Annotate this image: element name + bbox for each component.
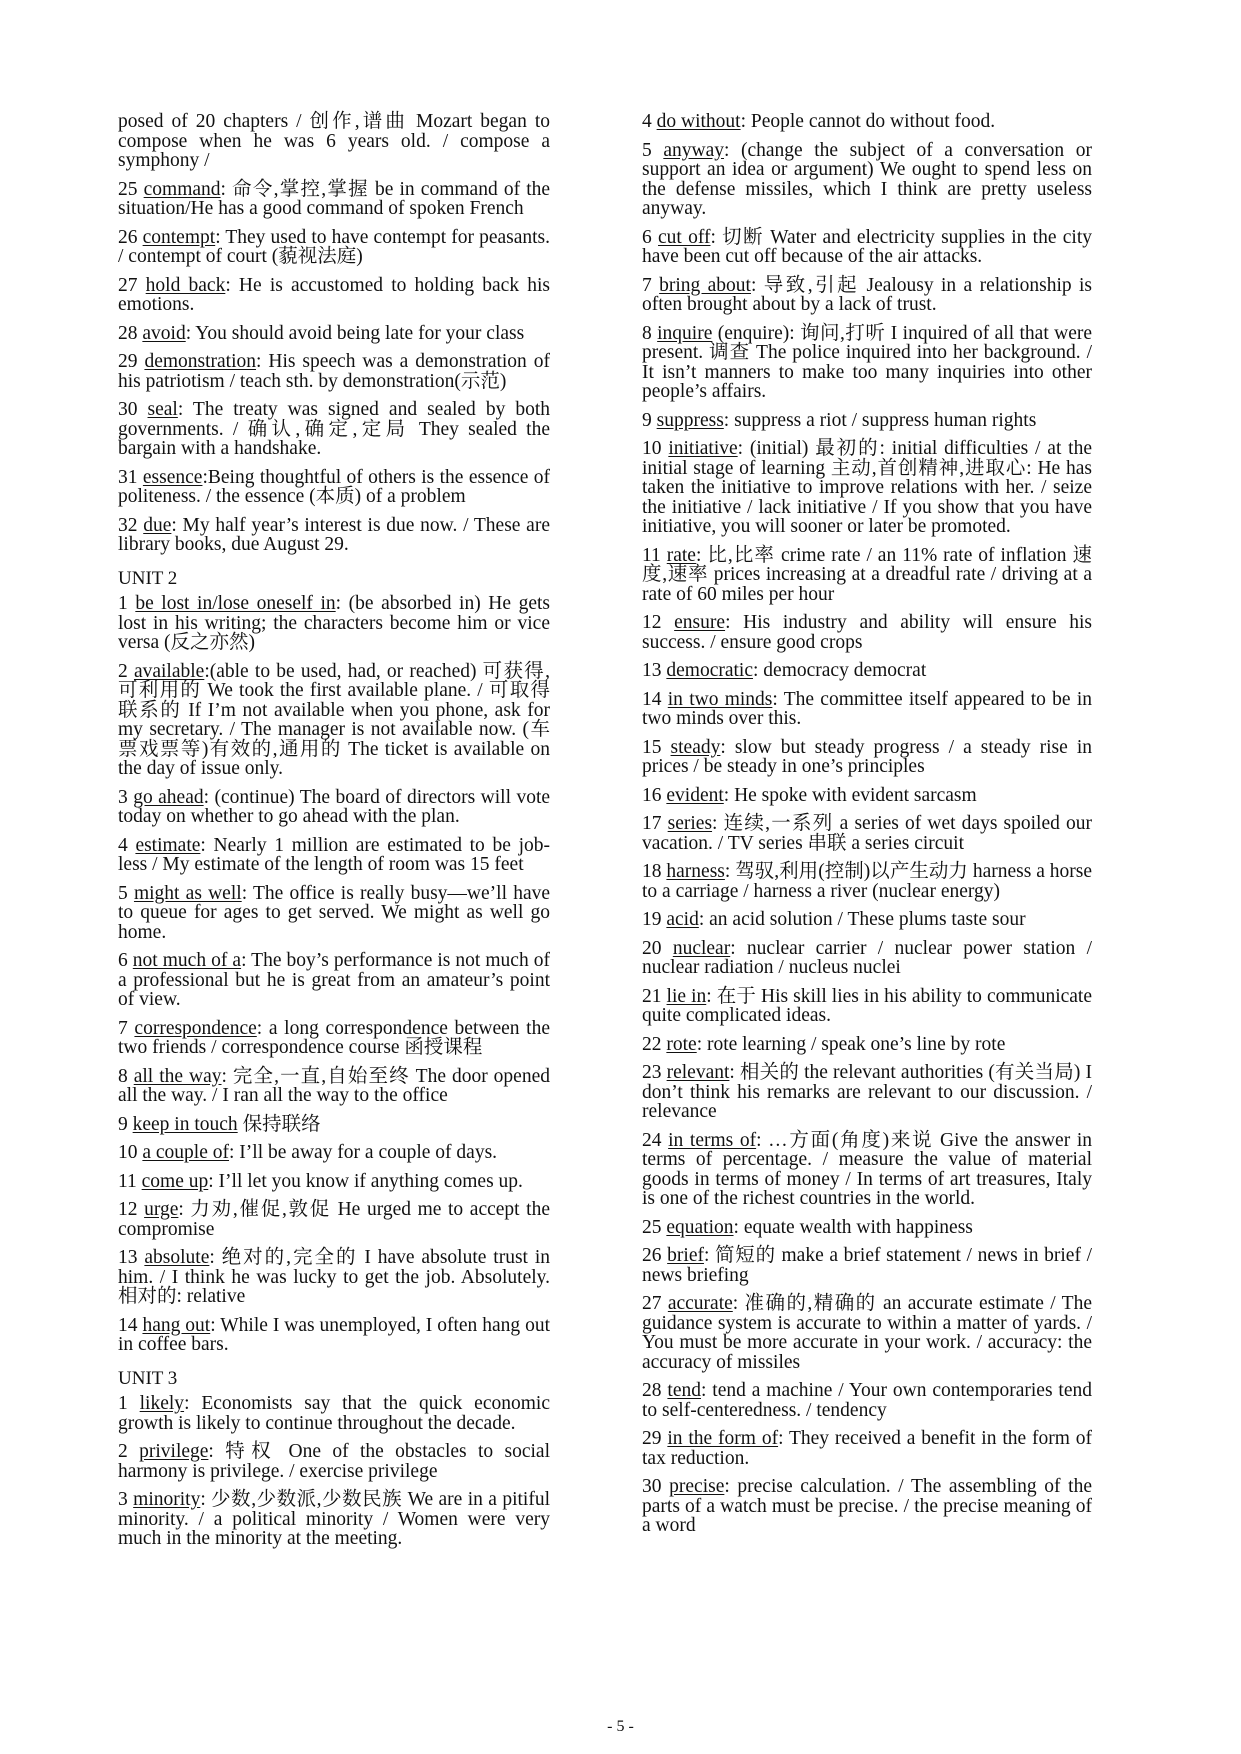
entry-definition: : The boy’s performance is not much of a professional but he is great from an amateur’s point of view. (118, 950, 550, 1010)
entry-number: 17 (642, 813, 662, 834)
vocab-entry (642, 1477, 1092, 1536)
entry-number: 3 (118, 1489, 128, 1510)
entry-term: inquire (657, 322, 713, 344)
vocab-entry (118, 1490, 550, 1549)
entry-term: lie in (666, 985, 707, 1007)
entry-number: 1 (118, 1393, 128, 1414)
entry-number: 13 (118, 1247, 138, 1268)
vocab-entry (118, 884, 550, 943)
entry-term: brief (667, 1245, 704, 1266)
right-column (642, 112, 1092, 1545)
entry-term: in the form of (667, 1428, 779, 1449)
vocab-entry (642, 613, 1092, 652)
entry-term: relevant (666, 1062, 730, 1083)
entry-term: go ahead (133, 786, 204, 808)
entry-number: 29 (642, 1428, 662, 1449)
entry-definition: : (initial) 最初的: initial difficulties / at the initial stage of learning 主动,首创精神,进取心: He has taken the initiative to improve relations with her. / seize the initiative / lack initiative / If you show that you have initiative, you will sooner or later be promoted. (642, 438, 1093, 537)
entry-definition: 保持联络 (237, 1113, 321, 1135)
entry-definition: : He spoke with evident sarcasm (723, 784, 977, 806)
entry-definition: : 绝对的,完全的 I have absolute trust in him. / I think he was lucky to get the job. Absolutely. 相对的: relative (118, 1247, 550, 1307)
entry-definition: : People cannot do without food. (740, 111, 996, 132)
entry-number: 28 (642, 1380, 662, 1401)
entry-number: 24 (642, 1129, 662, 1151)
vocab-entry (118, 788, 550, 827)
vocab-entry (118, 1143, 550, 1163)
entry-term: ensure (674, 612, 726, 633)
vocab-entry (118, 1394, 550, 1433)
vocab-entry (642, 324, 1092, 402)
entry-term: democratic (666, 660, 753, 681)
vocab-entry (642, 862, 1092, 901)
entry-number: 28 (118, 322, 138, 344)
vocab-entry (118, 276, 550, 315)
vocab-entry (118, 1200, 550, 1239)
vocab-entry (118, 352, 550, 391)
entry-number: 27 (642, 1293, 662, 1314)
entry-term: suppress (656, 409, 724, 431)
entry-definition: (enquire): 询问,打听 I inquired of all that were present. 调查 The police inquired into her background. / It isn’t manners to make too many inquiries into other people’s affairs. (642, 322, 1093, 402)
entry-term: keep in touch (132, 1113, 238, 1135)
entry-definition: : Nearly 1 million are estimated to be job-less / My estimate of the length of room was 15 feet (118, 834, 550, 875)
entry-definition: : 准确的,精确的 an accurate estimate / The guidance system is accurate to within a matter of yards. / You must be more accurate in your work. / accuracy: the accuracy of missiles (642, 1293, 1092, 1373)
entry-definition: : His speech was a demonstration of his patriotism / teach sth. by demonstration(示范) (118, 351, 550, 392)
entry-number: 3 (118, 786, 128, 808)
entry-term: equation (666, 1216, 734, 1238)
vocab-entry (118, 1172, 550, 1192)
entry-number: 27 (118, 274, 138, 296)
vocab-entry (642, 690, 1092, 729)
entry-number: 29 (118, 351, 138, 372)
entry-term: not much of a (132, 950, 242, 971)
entry-definition: : 完全,一直,自始至终 The door opened all the way. / I ran all the way to the office (118, 1065, 550, 1106)
entry-definition: : I’ll let you know if anything comes up. (208, 1170, 523, 1192)
vocab-entry (118, 1115, 550, 1135)
entry-number: 26 (642, 1245, 662, 1266)
unit-heading: UNIT 2 (118, 567, 178, 589)
entry-number: 4 (642, 111, 652, 132)
entry-number: 13 (642, 660, 662, 681)
entry-definition: : slow but steady progress / a steady rise in prices / be steady in one’s principles (642, 736, 1092, 777)
vocab-entry (642, 1429, 1092, 1468)
entry-number: 18 (642, 861, 662, 882)
vocab-entry (642, 661, 1092, 681)
entry-term: be lost in/lose oneself in (135, 593, 336, 614)
vocab-entry (642, 1246, 1092, 1285)
vocab-entry (642, 1294, 1092, 1372)
entry-number: 16 (642, 784, 662, 806)
entry-definition: : 切断 Water and electricity supplies in the city have been cut off because of the air attacks. (642, 226, 1092, 267)
vocab-entry (642, 228, 1092, 267)
entry-definition: : The office is really busy—we’ll have to queue for ages to get served. We might as well go home. (118, 882, 551, 943)
entry-term: hold back (145, 274, 226, 296)
entry-number: 4 (118, 834, 128, 856)
entry-number: 25 (118, 178, 138, 200)
entry-definition: : suppress a riot / suppress human rights (723, 409, 1037, 431)
entry-term: nuclear (672, 937, 731, 959)
entry-definition: : 少数,少数派,少数民族 We are in a pitiful minority. / a political minority / Women were very much in the minority at the meeting. (118, 1489, 550, 1549)
vocab-entry (118, 1019, 550, 1058)
entry-number: 10 (118, 1142, 138, 1163)
entry-number: 2 (118, 1441, 128, 1462)
vocab-entry (118, 400, 550, 459)
entry-number: 22 (642, 1033, 662, 1055)
vocab-entry (642, 786, 1092, 806)
entry-term: privilege (139, 1441, 209, 1462)
entry-definition: : tend a machine / Your own contemporaries tend to self-centeredness. / tendency (642, 1380, 1093, 1421)
entry-term: series (667, 813, 713, 834)
vocab-entry (118, 836, 550, 875)
entry-number: 20 (642, 937, 662, 959)
vocab-entry (642, 141, 1092, 219)
entry-term: in two minds (667, 688, 773, 710)
entry-term: anyway (663, 139, 724, 161)
entry-term: steady (670, 736, 721, 758)
vocab-entry (642, 987, 1092, 1026)
entry-definition: : (be absorbed in) He gets lost in his writing; the characters become him or vice versa (反之亦然) (118, 593, 551, 653)
vocab-entry (642, 1218, 1092, 1238)
entry-definition: : 命令,掌控,掌握 be in command of the situation/He has a good command of spoken French (118, 178, 551, 219)
entry-number: 8 (642, 322, 652, 344)
entry-term: minority (133, 1489, 201, 1510)
entry-definition: : His industry and ability will ensure his success. / ensure good crops (642, 612, 1093, 653)
vocab-entry (642, 1035, 1092, 1055)
entry-term: a couple of (142, 1142, 230, 1163)
entry-number: 31 (118, 466, 138, 488)
entry-term: absolute (144, 1247, 210, 1268)
entry-term: available (133, 660, 205, 682)
entry-number: 11 (642, 544, 661, 566)
entry-term: cut off (658, 226, 711, 248)
vocab-entry (118, 468, 550, 507)
entry-term: tend (667, 1380, 701, 1401)
entry-definition: : …方面(角度)来说 Give the answer in terms of percentage. / measure the value of material goods in terms of money / In terms of art treasures, Italy is one of the richest countries in the world. (642, 1129, 1092, 1209)
entry-number: 19 (642, 909, 662, 930)
entry-definition: : 连续,一系列 a series of wet days spoiled our vacation. / TV series 串联 a series circuit (642, 813, 1093, 854)
entry-number: 25 (642, 1216, 662, 1238)
entry-definition: : He is accustomed to holding back his emotions. (118, 274, 551, 315)
vocab-entry (642, 546, 1092, 605)
entry-term: in terms of (668, 1129, 757, 1151)
entry-term: hang out (142, 1314, 211, 1336)
vocab-entry (118, 516, 550, 555)
entry-definition: : 力劝,催促,敦促 He urged me to accept the compromise (118, 1199, 550, 1240)
entry-number: 21 (642, 985, 662, 1007)
entry-definition: : rote learning / speak one’s line by rote (696, 1033, 1006, 1055)
entry-term: seal (147, 399, 178, 420)
entry-term: do without (656, 111, 741, 132)
entry-definition: : (continue) The board of directors will vote today on whether to go ahead with the plan. (118, 786, 551, 827)
entry-number: 11 (118, 1170, 137, 1192)
entry-number: 7 (642, 274, 652, 296)
entry-number: 12 (118, 1199, 138, 1220)
entry-definition: : The committee itself appeared to be in two minds over this. (642, 688, 1093, 729)
entry-definition: : nuclear carrier / nuclear power station / nuclear radiation / nucleus nuclei (642, 937, 1092, 978)
entry-definition: :Being thoughtful of others is the essence of politeness. / the essence (本质) of a problem (118, 466, 551, 507)
entry-definition: : (change the subject of a conversation or support an idea or argument) We ought to spend less on the defense missiles, which I think are pretty useless anyway. (642, 139, 1092, 219)
entry-term: initiative (668, 438, 738, 459)
entry-definition: : They used to have contempt for peasants. / contempt of court (藐视法庭) (118, 226, 551, 267)
vocab-entry (642, 1063, 1092, 1122)
entry-definition: :(able to be used, had, or reached) 可获得,可利用的 We took the first available plane. / 可取得联系的 If I’m not available when you phone, ask for my secretary. / The manager is not available now. (车票戏票等)有效的,通用的 The ticket is available on the day of issue only. (118, 660, 551, 779)
vocab-entry (118, 1316, 550, 1355)
vocab-entry (642, 814, 1092, 853)
entry-definition: : 比,比率 crime rate / an 11% rate of inflation 速度,速率 prices increasing at a dreadful rate / driving at a rate of 60 miles per hour (642, 544, 1093, 605)
entry-definition: : 简短的 make a brief statement / news in brief / news briefing (642, 1245, 1092, 1286)
vocab-entry (642, 112, 1092, 132)
entry-number: 15 (642, 736, 662, 758)
entry-term: estimate (135, 834, 201, 856)
entry-number: 32 (118, 514, 138, 536)
entry-definition: : I’ll be away for a couple of days. (229, 1142, 498, 1163)
vocab-entry (642, 439, 1092, 537)
entry-number: 5 (118, 882, 128, 904)
entry-term: demonstration (144, 351, 257, 372)
entry-term: correspondence (134, 1017, 257, 1039)
entry-term: contempt (142, 226, 216, 248)
entry-number: 9 (642, 409, 652, 431)
entry-number: 6 (642, 226, 652, 248)
left-column (118, 112, 550, 1558)
entry-definition: : You should avoid being late for your class (185, 322, 525, 344)
entry-definition: : 特权 One of the obstacles to social harmony is privilege. / exercise privilege (118, 1441, 550, 1482)
entry-number: 26 (118, 226, 138, 248)
entry-term: come up (141, 1170, 209, 1192)
vocab-entry (118, 1442, 550, 1481)
entry-term: harness (666, 861, 725, 882)
vocab-entry (642, 738, 1092, 777)
entry-definition: : a long correspondence between the two friends / correspondence course 函授课程 (118, 1017, 550, 1058)
unit-heading: UNIT 3 (118, 1367, 178, 1389)
entry-number: 14 (118, 1314, 138, 1336)
entry-continuation: posed of 20 chapters / 创作,谱曲 Mozart began to compose when he was 6 years old. / compose a symphony / (118, 111, 550, 171)
entry-term: bring about (659, 274, 751, 296)
entry-term: rate (666, 544, 696, 566)
vocab-entry (642, 1131, 1092, 1209)
entry-term: command (143, 178, 221, 200)
vocab-entry (118, 228, 550, 267)
vocab-entry (642, 276, 1092, 315)
entry-number: 2 (118, 660, 128, 682)
entry-definition: : 在于 His skill lies in his ability to communicate quite complicated ideas. (642, 985, 1093, 1026)
entry-term: accurate (667, 1293, 733, 1314)
entry-term: precise (669, 1476, 725, 1497)
entry-number: 14 (642, 688, 662, 710)
entry-definition: : an acid solution / These plums taste sour (698, 909, 1026, 930)
entry-number: 10 (642, 438, 662, 459)
vocab-entry (118, 662, 550, 779)
page-number: - 5 - (607, 1718, 634, 1735)
entry-term: acid (666, 909, 699, 930)
entry-definition: : Economists say that the quick economic growth is likely to continue throughout the decade. (118, 1393, 550, 1434)
entry-number: 12 (642, 612, 662, 633)
entry-term: avoid (142, 322, 186, 344)
entry-definition: : 驾驭,利用(控制)以产生动力 harness a horse to a carriage / harness a river (nuclear energy) (642, 861, 1093, 902)
entry-number: 9 (118, 1113, 128, 1135)
entry-number: 6 (118, 950, 128, 971)
vocab-entry (118, 324, 550, 344)
entry-number: 1 (118, 593, 128, 614)
entry-number: 30 (642, 1476, 662, 1497)
entry-definition: : They received a benefit in the form of tax reduction. (642, 1428, 1092, 1469)
entry-number: 7 (118, 1017, 128, 1039)
entry-definition: : 相关的 the relevant authorities (有关当局) I don’t think his remarks are relevant to our discussion. / relevance (642, 1062, 1092, 1122)
vocab-entry (118, 594, 550, 653)
entry-number: 30 (118, 399, 138, 420)
vocab-entry (118, 1067, 550, 1106)
entry-definition: : While I was unemployed, I often hang out in coffee bars. (118, 1314, 551, 1355)
entry-definition: : democracy democrat (753, 660, 927, 681)
vocab-entry (118, 951, 550, 1010)
vocab-entry (118, 180, 550, 219)
entry-definition: : The treaty was signed and sealed by both governments. / 确认,确定,定局 They sealed the bargain with a handshake. (118, 399, 550, 459)
vocab-entry (642, 910, 1092, 930)
entry-number: 8 (118, 1065, 128, 1087)
vocab-entry (118, 1248, 550, 1307)
entry-definition: : My half year’s interest is due now. / These are library books, due August 29. (118, 514, 550, 555)
entry-term: rote (666, 1033, 697, 1055)
entry-term: likely (139, 1393, 185, 1414)
vocab-entry (642, 1381, 1092, 1420)
entry-term: might as well (133, 882, 242, 904)
entry-number: 5 (642, 139, 652, 161)
vocab-entry (642, 939, 1092, 978)
entry-number: 23 (642, 1062, 662, 1083)
entry-term: due (143, 514, 172, 536)
vocab-entry (642, 411, 1092, 431)
entry-definition: : equate wealth with happiness (733, 1216, 973, 1238)
entry-term: urge (144, 1199, 179, 1220)
entry-term: evident (666, 784, 724, 806)
entry-term: all the way (133, 1065, 222, 1087)
entry-term: essence (142, 466, 203, 488)
entry-definition: : precise calculation. / The assembling of the parts of a watch must be precise. / the precise meaning of a word (642, 1476, 1092, 1536)
entry-definition: : 导致,引起 Jealousy in a relationship is often brought about by a lack of trust. (642, 274, 1093, 315)
